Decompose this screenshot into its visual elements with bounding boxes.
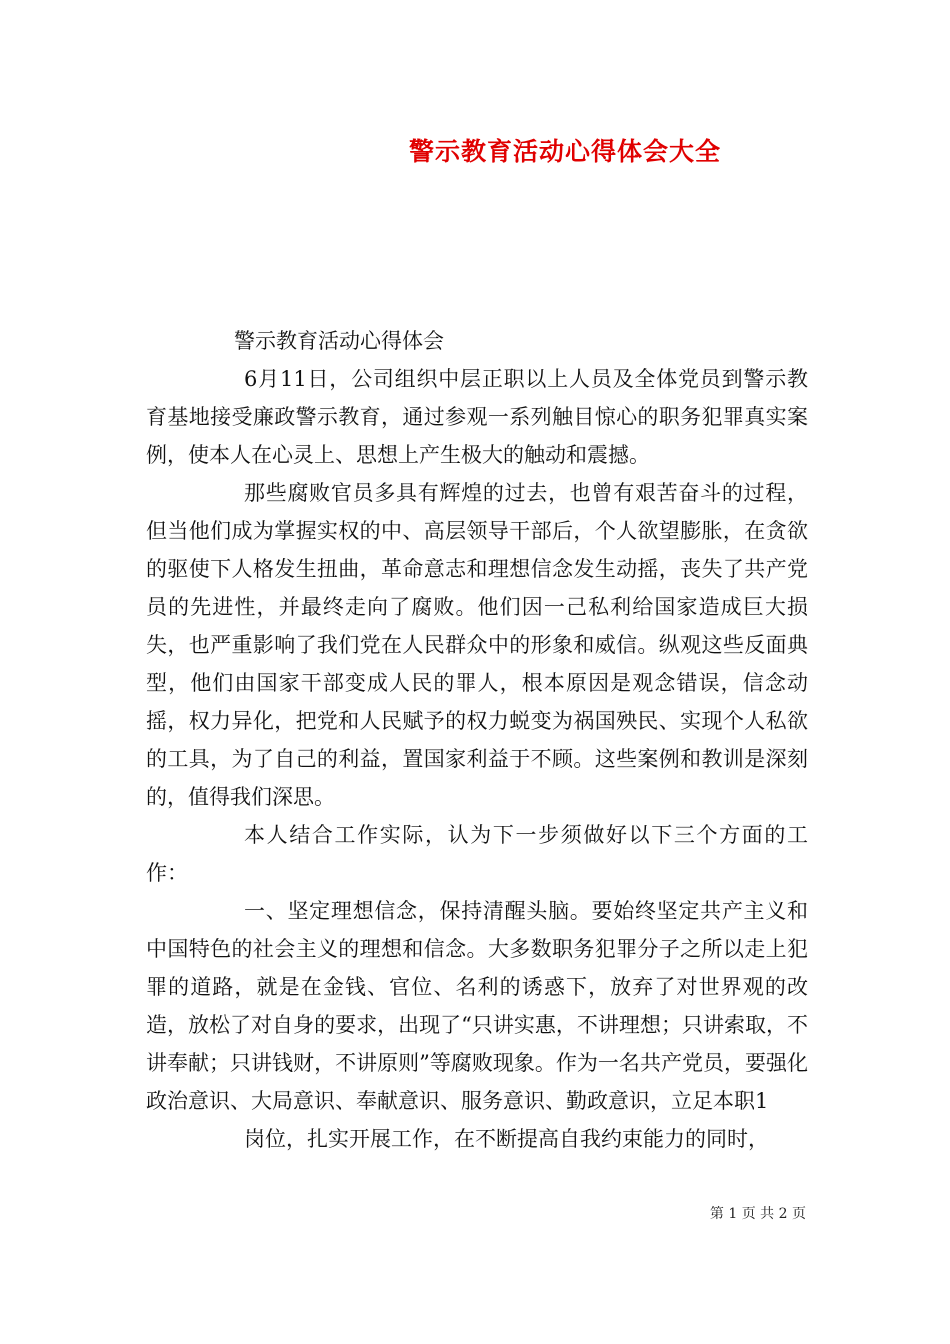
paragraph-2: 那些腐败官员多具有辉煌的过去，也曾有艰苦奋斗的过程，但当他们成为掌握实权的中、高层领导干部后，个人欲望膨胀，在贪欲的驱使下人格发生扭曲，革命意志和理想信念发生动摇，丧失了共产党员的先进性，并最终走向了腐败。他们因一己私利给国家造成巨大损失，也严重影响了我们党在人民群众中的形象和威信。纵观这些反面典型，他们由国家干部变成人民的罪人，根本原因是观念错误，信念动摇，权力异化，把党和人民赋予的权力蜕变为祸国殃民、实现个人私欲的工具，为了自己的利益，置国家利益于不顾。这些案例和教训是深刻的，值得我们深思。: [146, 481, 808, 809]
paragraph-1: 6月11日，公司组织中层正职以上人员及全体党员到警示教育基地接受廉政警示教育，通过参观一系列触目惊心的职务犯罪真实案例，使本人在心灵上、思想上产生极大的触动和震撼。: [146, 367, 808, 467]
paragraph-3: 本人结合工作实际，认为下一步须做好以下三个方面的工作：: [146, 823, 808, 885]
document-body: [146, 322, 808, 1158]
document-subtitle: 警示教育活动心得体会: [234, 329, 444, 353]
page-footer: 第 1 页 共 2 页: [709, 1206, 806, 1222]
paragraph-4: 一、坚定理想信念，保持清醒头脑。要始终坚定共产主义和中国特色的社会主义的理想和信念。大多数职务犯罪分子之所以走上犯罪的道路，就是在金钱、官位、名利的诱惑下，放弃了对世界观的改造，放松了对自身的要求，出现了“只讲实惠，不讲理想；只讲索取，不讲奉献；只讲钱财，不讲原则”等腐败现象。作为一名共产党员，要强化政治意识、大局意识、奉献意识、服务意识、勤政意识，立足本职1: [146, 899, 808, 1113]
paragraph-5: 岗位，扎实开展工作，在不断提高自我约束能力的同时，: [244, 1127, 769, 1151]
page-title: 警示教育活动心得体会大全: [408, 137, 721, 166]
